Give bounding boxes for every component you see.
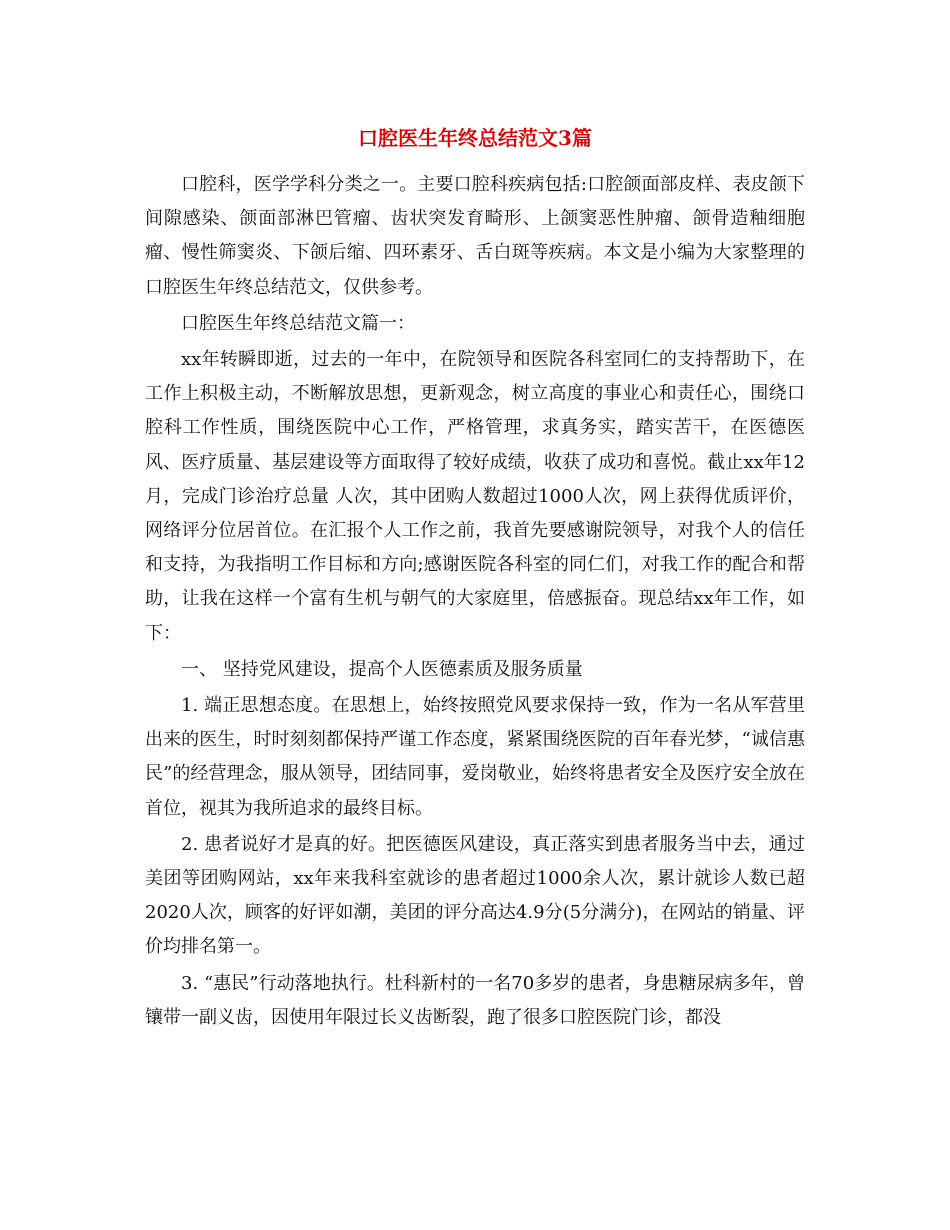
item-3-paragraph: 3. “惠民”行动落地执行。杜科新村的一名70多岁的患者，身患糖尿病多年，曾镶带一副义齿，因使用年限过长义齿断裂，跑了很多口腔医院门诊，都没 (145, 972, 805, 1028)
item-1-paragraph: 1. 端正思想态度。在思想上，始终按照党风要求保持一致，作为一名从军营里出来的医生，时时刻刻都保持严谨工作态度，紧紧围绕医院的百年春光梦，“诚信惠民”的经营理念，服从领导，团结同事，爱岗敬业，始终将患者安全及医疗安全放在首位，视其为我所追求的最终目标。 (145, 695, 805, 819)
document-body (145, 168, 805, 1037)
item-2-paragraph: 2. 患者说好才是真的好。把医德医风建设，真正落实到患者服务当中去，通过美团等团购网站，xx年来我科室就诊的患者超过1000余人次，累计就诊人数已超2020人次，顾客的好评如潮，美团的评分高达4.9分(5分满分)，在网站的销量、评价均排名第一。 (145, 833, 805, 958)
subheading-party-conduct: 一、 坚持党风建设，提高个人医德素质及服务质量 (181, 658, 583, 680)
intro-paragraph: 口腔科，医学学科分类之一。主要口腔科疾病包括:口腔颌面部皮样、表皮颌下间隙感染、颌面部淋巴管瘤、齿状突发育畸形、上颌窦恶性肿瘤、颌骨造釉细胞瘤、慢性筛窦炎、下颌后缩、四环素牙、舌白斑等疾病。本文是小编为大家整理的口腔医生年终总结范文，仅供参考。 (145, 174, 805, 298)
summary-paragraph: xx年转瞬即逝，过去的一年中，在院领导和医院各科室同仁的支持帮助下，在工作上积极主动，不断解放思想，更新观念，树立高度的事业心和责任心，围绕口腔科工作性质，围绕医院中心工作，严格管理，求真务实，踏实苦干，在医德医风、医疗质量、基层建设等方面取得了较好成绩，收获了成功和喜悦。截止xx年12月，完成门诊治疗总量 人次，其中团购人数超过1000人次，网上获得优质评价，网络评分位居首位。在汇报个人工作之前，我首先要感谢院领导，对我个人的信任和支持，为我指明工作目标和方向;感谢医院各科室的同仁们，对我工作的配合和帮助，让我在这样一个富有生机与朝气的大家庭里，倍感振奋。现总结xx年工作，如下： (145, 349, 805, 644)
section-heading-part-one: 口腔医生年终总结范文篇一： (181, 312, 415, 334)
document-title: 口腔医生年终总结范文3篇 (358, 126, 592, 150)
